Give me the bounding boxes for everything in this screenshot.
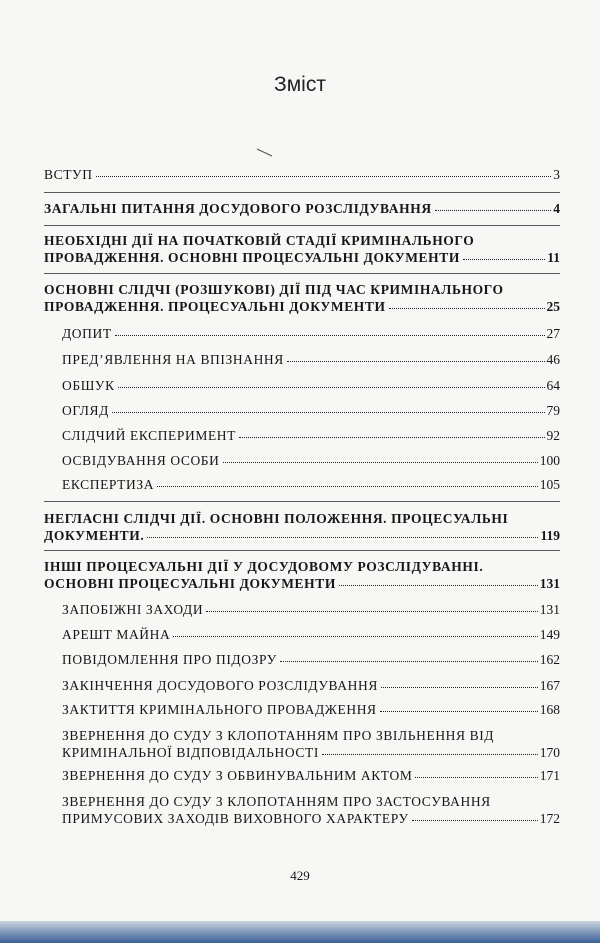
- toc-entry-page: 46: [546, 352, 560, 367]
- toc-entry-title: ПОВІДОМЛЕННЯ ПРО ПІДОЗРУ: [62, 652, 277, 667]
- toc-entry[interactable]: [44, 166, 560, 183]
- toc-entry-title-cont: ДОКУМЕНТИ.: [44, 528, 145, 543]
- toc-entry[interactable]: [62, 325, 560, 342]
- toc-entry[interactable]: [62, 651, 560, 668]
- toc-entry-page: 3: [553, 167, 560, 182]
- toc-entry[interactable]: [62, 677, 560, 694]
- toc-entry-title-cont: КРИМІНАЛЬНОЇ ВІДПОВІДАЛЬНОСТІ: [62, 745, 319, 760]
- toc-entry[interactable]: [62, 351, 560, 368]
- toc-entry-page: 167: [539, 678, 560, 693]
- toc-entry-title: ДОПИТ: [62, 326, 112, 341]
- toc-entry-page: 170: [539, 745, 560, 760]
- toc-entry-title: ІНШІ ПРОЦЕСУАЛЬНІ ДІЇ У ДОСУДОВОМУ РОЗСЛІДУВАННІ.: [44, 559, 484, 574]
- toc-entry-title-cont: ОСНОВНІ ПРОЦЕСУАЛЬНІ ДОКУМЕНТИ: [44, 576, 336, 591]
- toc-entry-page: 131: [539, 602, 560, 617]
- toc-entry-title: ОГЛЯД: [62, 403, 109, 418]
- section-divider: [44, 192, 560, 193]
- toc-entry[interactable]: [44, 558, 560, 592]
- toc-entry-page: 79: [546, 403, 560, 418]
- toc-entry-title: НЕОБХІДНІ ДІЇ НА ПОЧАТКОВІЙ СТАДІЇ КРИМІНАЛЬНОГО: [44, 233, 475, 248]
- toc-entry[interactable]: [62, 727, 560, 761]
- toc-entry-title: АРЕШТ МАЙНА: [62, 627, 171, 642]
- toc-entry-title: ЗВЕРНЕННЯ ДО СУДУ З КЛОПОТАННЯМ ПРО ЗВІЛЬНЕННЯ ВІД: [62, 728, 495, 743]
- toc-entry[interactable]: [62, 377, 560, 394]
- section-divider: [44, 225, 560, 226]
- toc-entry-title: ПРЕД’ЯВЛЕННЯ НА ВПІЗНАННЯ: [62, 352, 284, 367]
- toc-entry-title-cont: ПРОВАДЖЕННЯ. ОСНОВНІ ПРОЦЕСУАЛЬНІ ДОКУМЕНТИ: [44, 250, 460, 265]
- toc-entry-page: 4: [553, 201, 560, 216]
- toc-entry[interactable]: [62, 476, 560, 493]
- toc-entry[interactable]: [62, 402, 560, 419]
- toc-entry-title: ЗВЕРНЕННЯ ДО СУДУ З ОБВИНУВАЛЬНИМ АКТОМ: [62, 768, 413, 783]
- toc-entry-title: ЕКСПЕРТИЗА: [62, 477, 155, 492]
- toc-entry-page: 171: [539, 768, 560, 783]
- toc-entry[interactable]: [62, 793, 560, 827]
- toc-entry-page: 27: [546, 326, 560, 341]
- toc-entry-title: ВСТУП: [44, 167, 93, 182]
- toc-entry-page: 168: [539, 702, 560, 717]
- scan-bottom-edge: [0, 921, 600, 943]
- toc-entry-title: ОСНОВНІ СЛІДЧІ (РОЗШУКОВІ) ДІЇ ПІД ЧАС КРИМІНАЛЬНОГО: [44, 282, 504, 297]
- toc-entry-page: 172: [539, 811, 560, 826]
- toc-entry-page: 100: [539, 453, 560, 468]
- toc-entry-page: 11: [547, 250, 560, 265]
- toc-entry[interactable]: [44, 232, 560, 266]
- toc-entry-title: ЗАПОБІЖНІ ЗАХОДИ: [62, 602, 204, 617]
- toc-entry-page: 119: [540, 528, 560, 543]
- section-divider: [44, 273, 560, 274]
- toc-entry-title: ОСВІДУВАННЯ ОСОБИ: [62, 453, 220, 468]
- toc-entry-title: ЗАКТИТТЯ КРИМІНАЛЬНОГО ПРОВАДЖЕННЯ: [62, 702, 377, 717]
- toc-entry-title: СЛІДЧИЙ ЕКСПЕРИМЕНТ: [62, 428, 236, 443]
- toc-entry-title: ЗАКІНЧЕННЯ ДОСУДОВОГО РОЗСЛІДУВАННЯ: [62, 678, 378, 693]
- toc-entry-page: 64: [546, 378, 560, 393]
- toc-entry[interactable]: [62, 427, 560, 444]
- toc-entry-page: 149: [539, 627, 560, 642]
- toc-entry-title: ЗВЕРНЕННЯ ДО СУДУ З КЛОПОТАННЯМ ПРО ЗАСТОСУВАННЯ: [62, 794, 491, 809]
- toc-entry[interactable]: [62, 701, 560, 718]
- toc-entry[interactable]: [62, 601, 560, 618]
- toc-entry[interactable]: [62, 767, 560, 784]
- page-number: 429: [290, 868, 310, 883]
- section-divider: [44, 550, 560, 551]
- toc-entry-page: 25: [546, 299, 560, 314]
- toc-entry-title: ЗАГАЛЬНІ ПИТАННЯ ДОСУДОВОГО РОЗСЛІДУВАННЯ: [44, 201, 432, 216]
- section-divider: [44, 501, 560, 502]
- toc-entry[interactable]: [44, 281, 560, 315]
- toc-entry-page: 131: [539, 576, 560, 591]
- toc-entry-title: ОБШУК: [62, 378, 115, 393]
- pen-mark: [256, 148, 274, 158]
- toc-entry[interactable]: [44, 200, 560, 217]
- toc-entry[interactable]: [44, 510, 560, 544]
- toc-entry-page: 105: [539, 477, 560, 492]
- page-title: Зміст: [274, 73, 326, 96]
- toc-entry-page: 92: [546, 428, 560, 443]
- toc-entry[interactable]: [62, 452, 560, 469]
- toc-entry-title: НЕГЛАСНІ СЛІДЧІ ДІЇ. ОСНОВНІ ПОЛОЖЕННЯ. ПРОЦЕСУАЛЬНІ: [44, 511, 509, 526]
- toc-entry[interactable]: [62, 626, 560, 643]
- toc-entry-title-cont: ПРИМУСОВИХ ЗАХОДІВ ВИХОВНОГО ХАРАКТЕРУ: [62, 811, 409, 826]
- toc-entry-page: 162: [539, 652, 560, 667]
- toc-entry-title-cont: ПРОВАДЖЕННЯ. ПРОЦЕСУАЛЬНІ ДОКУМЕНТИ: [44, 299, 386, 314]
